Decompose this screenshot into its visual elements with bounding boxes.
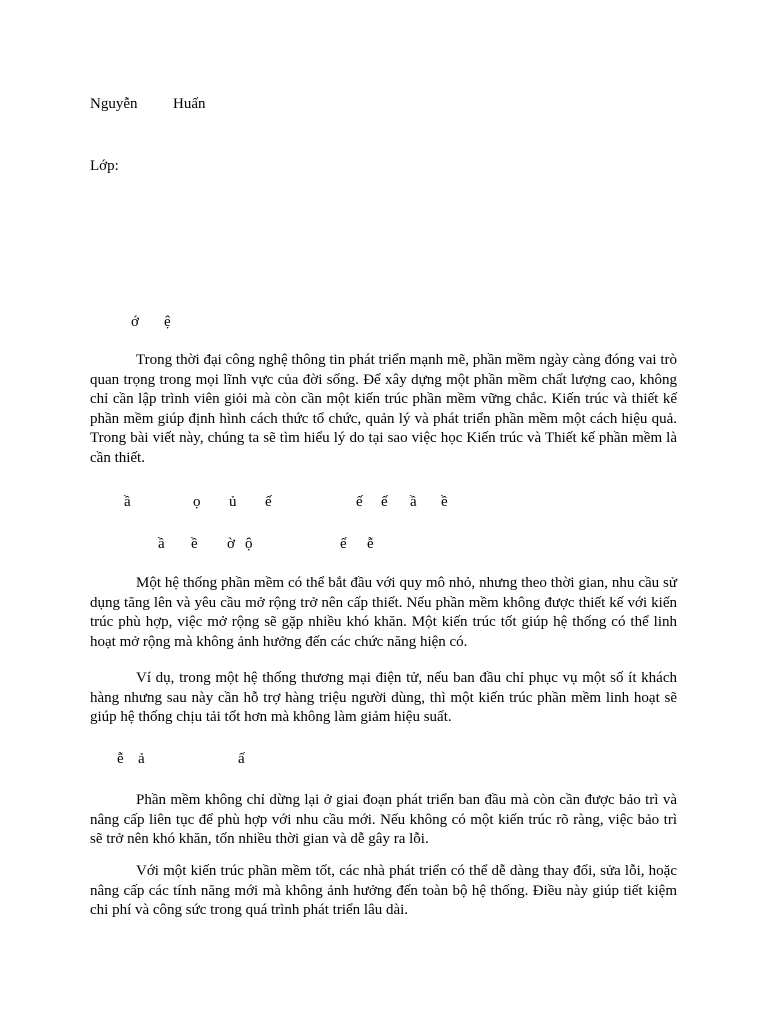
heading-glyph: ộ (245, 536, 253, 552)
heading-glyph: ọ (193, 494, 201, 510)
author-last-name: Huấn (173, 96, 206, 112)
heading-glyph: ễ (367, 536, 374, 552)
author-first-name: Nguyễn (90, 96, 138, 112)
maintenance-paragraph: Phần mềm không chỉ dừng lại ở giai đoạn phát triển ban đầu mà còn cần được bảo trì và nâng cấp liên tục để phù hợp với nhu cầu mới. Nếu không có một kiến trúc rõ ràng, việc bảo trì sẽ trở nên khó khăn, tốn nhiều thời gian và dễ gây ra lỗi. (90, 792, 677, 847)
heading-glyph: ầ (410, 494, 417, 510)
heading-glyph: ầ (124, 494, 131, 510)
heading-glyph: ề (441, 494, 448, 510)
intro-paragraph: Trong thời đại công nghệ thông tin phát triển mạnh mẽ, phần mềm ngày càng đóng vai trò quan trọng trong mọi lĩnh vực của đời sống. Để xây dựng một phần mềm chất lượng cao, không chỉ cần lập trình viên giỏi mà còn cần một kiến trúc phần mềm vững chắc. Kiến trúc và thiết kế phần mềm giúp định hình cách thức tổ chức, quản lý và phát triển phần mềm một cách hiệu quả. Trong bài viết này, chúng ta sẽ tìm hiểu lý do tại sao việc học Kiến trúc và Thiết kế phần mềm là cần thiết. (90, 352, 677, 466)
heading-glyph: ớ (131, 314, 139, 330)
heading-glyph: ề (191, 536, 198, 552)
heading-glyph: ế (356, 494, 363, 510)
class-label: Lớp: (90, 158, 119, 174)
benefits-paragraph: Với một kiến trúc phần mềm tốt, các nhà phát triển có thể dễ dàng thay đổi, sửa lỗi, hoặc nâng cấp các tính năng mới mà không ảnh hưởng đến toàn bộ hệ thống. Điều này giúp tiết kiệm chi phí và công sức trong quá trình phát triển lâu dài. (90, 863, 677, 918)
scalability-paragraph: Một hệ thống phần mềm có thể bắt đầu với quy mô nhỏ, nhưng theo thời gian, nhu cầu sử dụng tăng lên và yêu cầu mở rộng trở nên cấp thiết. Nếu phần mềm không được thiết kế với kiến trúc phù hợp, việc mở rộng sẽ gặp nhiều khó khăn. Một kiến trúc tốt giúp hệ thống có thể linh hoạt mở rộng mà không ảnh hưởng đến các chức năng hiện có. (90, 575, 677, 650)
example-paragraph: Ví dụ, trong một hệ thống thương mại điện tử, nếu ban đầu chỉ phục vụ một số ít khách hàng nhưng sau này cần hỗ trợ hàng triệu người dùng, thì một kiến trúc phần mềm linh hoạt sẽ giúp hệ thống chịu tải tốt hơn mà không làm giảm hiệu suất. (90, 670, 677, 725)
heading-glyph: ủ (229, 494, 237, 510)
heading-glyph: ế (381, 494, 388, 510)
heading-glyph: ầ (158, 536, 165, 552)
heading-glyph: ả (138, 751, 145, 767)
heading-glyph: ễ (117, 751, 124, 767)
heading-glyph: ệ (164, 314, 171, 330)
heading-glyph: ể (340, 536, 347, 552)
heading-glyph: ờ (227, 536, 235, 552)
heading-glyph: ế (265, 494, 272, 510)
heading-glyph: ấ (238, 751, 245, 767)
